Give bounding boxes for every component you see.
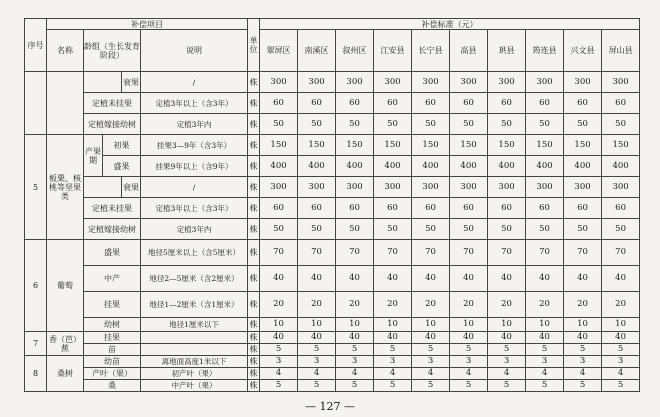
value-cell: 400 (336, 156, 374, 177)
unit-cell: 株 (249, 345, 258, 354)
value-cell: 150 (602, 135, 640, 156)
value-cell: 50 (336, 219, 374, 240)
stage-cell: 定植未挂果 (84, 198, 141, 219)
value-cell: 5 (488, 344, 526, 356)
value-cell: 50 (526, 114, 564, 135)
seq-cell: 5 (25, 135, 47, 240)
value-cell: 300 (488, 177, 526, 198)
value-cell: 50 (450, 114, 488, 135)
value-cell: 40 (450, 266, 488, 292)
header-county: 翠屏区 (260, 30, 298, 72)
table-row (25, 266, 640, 292)
desc-cell: 定植3年以上（含3年） (141, 198, 248, 219)
header-desc: 说明 (141, 30, 248, 72)
desc-cell: / (141, 72, 248, 93)
value-cell: 20 (526, 292, 564, 318)
value-cell: 5 (412, 380, 450, 392)
value-cell: 10 (602, 318, 640, 332)
seq-cell: 7 (25, 332, 47, 356)
value-cell: 60 (526, 93, 564, 114)
unit-cell: 株 (248, 93, 260, 114)
table-row (25, 368, 640, 380)
header-county: 叙州区 (336, 30, 374, 72)
value-cell: 20 (564, 292, 602, 318)
unit-cell: 株 (248, 198, 260, 219)
value-cell: 40 (260, 332, 298, 344)
header-county: 南溪区 (298, 30, 336, 72)
value-cell: 4 (526, 368, 564, 380)
unit-cell: 株 (248, 318, 260, 332)
desc-cell (141, 332, 248, 344)
name-cell: 香（芭）蕉 (47, 332, 84, 356)
value-cell: 300 (336, 72, 374, 93)
value-cell: 400 (526, 156, 564, 177)
value-cell: 50 (260, 219, 298, 240)
desc-cell: 离地面高度1米以下 (141, 356, 248, 368)
value-cell: 50 (336, 114, 374, 135)
value-cell: 40 (602, 332, 640, 344)
value-cell: 400 (450, 156, 488, 177)
stage-cell: 幼树 (84, 318, 141, 332)
value-cell: 60 (564, 93, 602, 114)
value-cell: 60 (450, 93, 488, 114)
value-cell: 60 (336, 198, 374, 219)
value-cell: 3 (298, 356, 336, 368)
stage-cell: 挂果 (84, 332, 141, 344)
value-cell: 60 (374, 198, 412, 219)
value-cell: 3 (374, 356, 412, 368)
value-cell: 40 (374, 266, 412, 292)
value-cell: 70 (298, 240, 336, 266)
unit-cell: 株 (249, 381, 258, 390)
value-cell: 300 (602, 72, 640, 93)
value-cell: 50 (564, 114, 602, 135)
stage-cell: 初果 (103, 135, 141, 156)
value-cell: 400 (260, 156, 298, 177)
value-cell: 60 (374, 93, 412, 114)
value-cell: 400 (488, 156, 526, 177)
value-cell: 300 (298, 177, 336, 198)
desc-cell: 地径1—2厘米（含1厘米） (141, 292, 248, 318)
value-cell: 60 (488, 93, 526, 114)
header-name: 名称 (47, 30, 84, 72)
value-cell: 60 (298, 198, 336, 219)
value-cell: 60 (564, 198, 602, 219)
seq-cell: 6 (25, 240, 47, 332)
stage-blank (84, 72, 122, 93)
value-cell: 4 (336, 368, 374, 380)
value-cell: 70 (374, 240, 412, 266)
value-cell: 3 (450, 356, 488, 368)
value-cell: 5 (412, 344, 450, 356)
value-cell: 4 (602, 368, 640, 380)
unit-cell: 株 (248, 292, 260, 318)
stage-cell: 衰果 (122, 177, 141, 198)
unit-cell: 株 (248, 135, 260, 156)
value-cell: 50 (374, 219, 412, 240)
value-cell: 300 (564, 177, 602, 198)
compensation-table (24, 18, 640, 392)
value-cell: 5 (260, 380, 298, 392)
value-cell: 70 (564, 240, 602, 266)
stage-cell: 苗 (84, 344, 141, 356)
stage-cell: 盛果 (84, 240, 141, 266)
value-cell: 150 (564, 135, 602, 156)
value-cell: 40 (260, 266, 298, 292)
value-cell: 60 (298, 93, 336, 114)
desc-cell: 定植3年以上（含3年） (141, 93, 248, 114)
value-cell: 20 (488, 292, 526, 318)
stage-cell: 幼苗 (84, 356, 141, 368)
unit-cell: 株 (248, 219, 260, 240)
value-cell: 300 (488, 72, 526, 93)
value-cell: 300 (298, 72, 336, 93)
value-cell: 20 (450, 292, 488, 318)
value-cell: 150 (450, 135, 488, 156)
desc-cell: 初产叶（果） (141, 368, 248, 380)
value-cell: 10 (526, 318, 564, 332)
desc-cell: 地径2—5厘米（含2厘米） (141, 266, 248, 292)
value-cell: 5 (450, 380, 488, 392)
value-cell: 150 (374, 135, 412, 156)
value-cell: 60 (602, 93, 640, 114)
value-cell: 3 (336, 356, 374, 368)
value-cell: 10 (488, 318, 526, 332)
value-cell: 300 (374, 72, 412, 93)
value-cell: 400 (412, 156, 450, 177)
table-row (25, 135, 640, 156)
stage-cell: 中产 (84, 266, 141, 292)
value-cell: 60 (412, 198, 450, 219)
desc-cell: 地径1厘米以下 (141, 318, 248, 332)
header-county: 屏山县 (602, 30, 640, 72)
value-cell: 40 (336, 266, 374, 292)
value-cell: 150 (412, 135, 450, 156)
value-cell: 50 (488, 114, 526, 135)
value-cell: 5 (602, 380, 640, 392)
value-cell: 20 (374, 292, 412, 318)
value-cell: 400 (564, 156, 602, 177)
value-cell: 10 (412, 318, 450, 332)
unit-cell: 株 (248, 177, 260, 198)
value-cell: 50 (298, 219, 336, 240)
value-cell: 400 (298, 156, 336, 177)
value-cell: 70 (488, 240, 526, 266)
stage-cell: 桑 (84, 380, 141, 392)
value-cell: 50 (564, 219, 602, 240)
value-cell: 40 (488, 332, 526, 344)
value-cell: 5 (450, 344, 488, 356)
value-cell: 5 (564, 380, 602, 392)
value-cell: 150 (260, 135, 298, 156)
table-row (25, 156, 640, 177)
table-row (25, 177, 640, 198)
value-cell: 400 (602, 156, 640, 177)
value-cell: 40 (450, 332, 488, 344)
unit-cell: 株 (248, 240, 260, 266)
table-row (25, 344, 640, 356)
value-cell: 3 (602, 356, 640, 368)
name-cell: 葡萄 (47, 240, 84, 332)
table-row (25, 219, 640, 240)
header-seq: 序号 (25, 19, 47, 72)
value-cell: 4 (488, 368, 526, 380)
value-cell: 60 (412, 93, 450, 114)
value-cell: 3 (564, 356, 602, 368)
value-cell: 5 (374, 344, 412, 356)
value-cell: 70 (260, 240, 298, 266)
value-cell: 300 (564, 72, 602, 93)
header-county: 高县 (450, 30, 488, 72)
value-cell: 5 (298, 380, 336, 392)
table-row (25, 356, 640, 368)
stage-cell: 衰果 (122, 72, 141, 93)
value-cell: 150 (336, 135, 374, 156)
value-cell: 50 (488, 219, 526, 240)
table-row (25, 93, 640, 114)
value-cell: 5 (602, 344, 640, 356)
value-cell: 10 (298, 318, 336, 332)
desc-cell (141, 344, 248, 356)
value-cell: 4 (260, 368, 298, 380)
value-cell: 70 (336, 240, 374, 266)
value-cell: 60 (260, 198, 298, 219)
value-cell: 4 (298, 368, 336, 380)
value-cell: 60 (602, 198, 640, 219)
value-cell: 10 (336, 318, 374, 332)
stage-cell: 产叶（果） (84, 368, 141, 380)
value-cell: 50 (412, 219, 450, 240)
value-cell: 3 (260, 356, 298, 368)
desc-cell: 定植3年内 (141, 114, 248, 135)
value-cell: 20 (298, 292, 336, 318)
unit-cell: 株 (249, 357, 258, 366)
value-cell: 300 (412, 177, 450, 198)
table-row (25, 292, 640, 318)
value-cell: 400 (374, 156, 412, 177)
value-cell: 20 (412, 292, 450, 318)
value-cell: 150 (526, 135, 564, 156)
value-cell: 50 (374, 114, 412, 135)
value-cell: 40 (298, 266, 336, 292)
value-cell: 5 (526, 344, 564, 356)
value-cell: 60 (336, 93, 374, 114)
value-cell: 300 (526, 72, 564, 93)
value-cell: 4 (374, 368, 412, 380)
value-cell: 50 (298, 114, 336, 135)
value-cell: 50 (260, 114, 298, 135)
value-cell: 40 (298, 332, 336, 344)
table-row (25, 318, 640, 332)
value-cell: 300 (336, 177, 374, 198)
stage-cell: 盛果 (103, 156, 141, 177)
value-cell: 70 (602, 240, 640, 266)
header-group-right: 补偿标准（元） (260, 19, 640, 30)
value-cell: 5 (336, 380, 374, 392)
value-cell: 40 (374, 332, 412, 344)
unit-cell: 株 (248, 156, 260, 177)
name-cell: 板栗、核桃等坚果类 (47, 135, 84, 240)
value-cell: 40 (412, 332, 450, 344)
seq-cell-continued (25, 72, 47, 135)
header-unit: 单位 (248, 19, 260, 72)
value-cell: 40 (526, 266, 564, 292)
value-cell: 3 (488, 356, 526, 368)
value-cell: 50 (526, 219, 564, 240)
header-stage: 龄组（生长发育阶段） (84, 30, 141, 72)
value-cell: 40 (564, 266, 602, 292)
header-county: 筠连县 (526, 30, 564, 72)
header-county: 兴文县 (564, 30, 602, 72)
value-cell: 40 (412, 266, 450, 292)
value-cell: 5 (298, 344, 336, 356)
header-row-2 (25, 30, 640, 72)
stage-parent-cell: 产果期 (84, 135, 103, 177)
value-cell: 20 (602, 292, 640, 318)
value-cell: 10 (564, 318, 602, 332)
value-cell: 60 (450, 198, 488, 219)
table-row (25, 198, 640, 219)
unit-cell: 株 (248, 114, 260, 135)
table-row (25, 380, 640, 392)
value-cell: 10 (374, 318, 412, 332)
desc-cell: 挂果3—9年（含3年） (141, 135, 248, 156)
value-cell: 60 (260, 93, 298, 114)
value-cell: 300 (260, 177, 298, 198)
stage-cell: 定植嫁接幼树 (84, 114, 141, 135)
value-cell: 40 (336, 332, 374, 344)
value-cell: 5 (336, 344, 374, 356)
unit-cell: 株 (248, 266, 260, 292)
value-cell: 50 (602, 219, 640, 240)
value-cell: 3 (526, 356, 564, 368)
table-row (25, 240, 640, 266)
stage-cell: 定植嫁接幼树 (84, 219, 141, 240)
value-cell: 70 (412, 240, 450, 266)
value-cell: 50 (450, 219, 488, 240)
value-cell: 40 (602, 266, 640, 292)
unit-cell: 株 (249, 333, 258, 342)
value-cell: 20 (260, 292, 298, 318)
value-cell: 70 (450, 240, 488, 266)
value-cell: 300 (602, 177, 640, 198)
value-cell: 50 (412, 114, 450, 135)
name-cell-continued (47, 72, 84, 135)
header-county: 江安县 (374, 30, 412, 72)
value-cell: 40 (564, 332, 602, 344)
table-row (25, 114, 640, 135)
value-cell: 5 (488, 380, 526, 392)
unit-cell: 株 (249, 369, 258, 378)
page-number: — 127 — (305, 400, 355, 413)
value-cell: 10 (450, 318, 488, 332)
value-cell: 300 (374, 177, 412, 198)
desc-cell: 定植3年内 (141, 219, 248, 240)
value-cell: 300 (526, 177, 564, 198)
value-cell: 4 (564, 368, 602, 380)
value-cell: 5 (260, 344, 298, 356)
value-cell: 150 (488, 135, 526, 156)
value-cell: 60 (488, 198, 526, 219)
stage-cell: 定植未挂果 (84, 93, 141, 114)
seq-cell: 8 (25, 356, 47, 392)
desc-cell: / (141, 177, 248, 198)
header-row-1 (25, 19, 640, 30)
value-cell: 60 (526, 198, 564, 219)
value-cell: 300 (450, 72, 488, 93)
value-cell: 4 (412, 368, 450, 380)
header-county: 珙县 (488, 30, 526, 72)
value-cell: 300 (450, 177, 488, 198)
desc-cell: 中产叶（果） (141, 380, 248, 392)
value-cell: 10 (260, 318, 298, 332)
value-cell: 300 (412, 72, 450, 93)
stage-blank (84, 177, 122, 198)
value-cell: 5 (564, 344, 602, 356)
value-cell: 5 (526, 380, 564, 392)
header-county: 长宁县 (412, 30, 450, 72)
name-cell: 桑树 (47, 356, 84, 392)
value-cell: 40 (526, 332, 564, 344)
header-group-left: 补偿项目 (47, 19, 248, 30)
value-cell: 50 (602, 114, 640, 135)
desc-cell: 地径5厘米以上（含5厘米） (141, 240, 248, 266)
value-cell: 70 (526, 240, 564, 266)
table-row (25, 332, 640, 344)
value-cell: 150 (298, 135, 336, 156)
value-cell: 3 (412, 356, 450, 368)
table-row (25, 72, 640, 93)
unit-cell: 株 (248, 72, 260, 93)
stage-cell: 挂果 (84, 292, 141, 318)
value-cell: 5 (374, 380, 412, 392)
value-cell: 40 (488, 266, 526, 292)
value-cell: 4 (450, 368, 488, 380)
desc-cell: 挂果9年以上（含9年） (141, 156, 248, 177)
value-cell: 300 (260, 72, 298, 93)
value-cell: 20 (336, 292, 374, 318)
